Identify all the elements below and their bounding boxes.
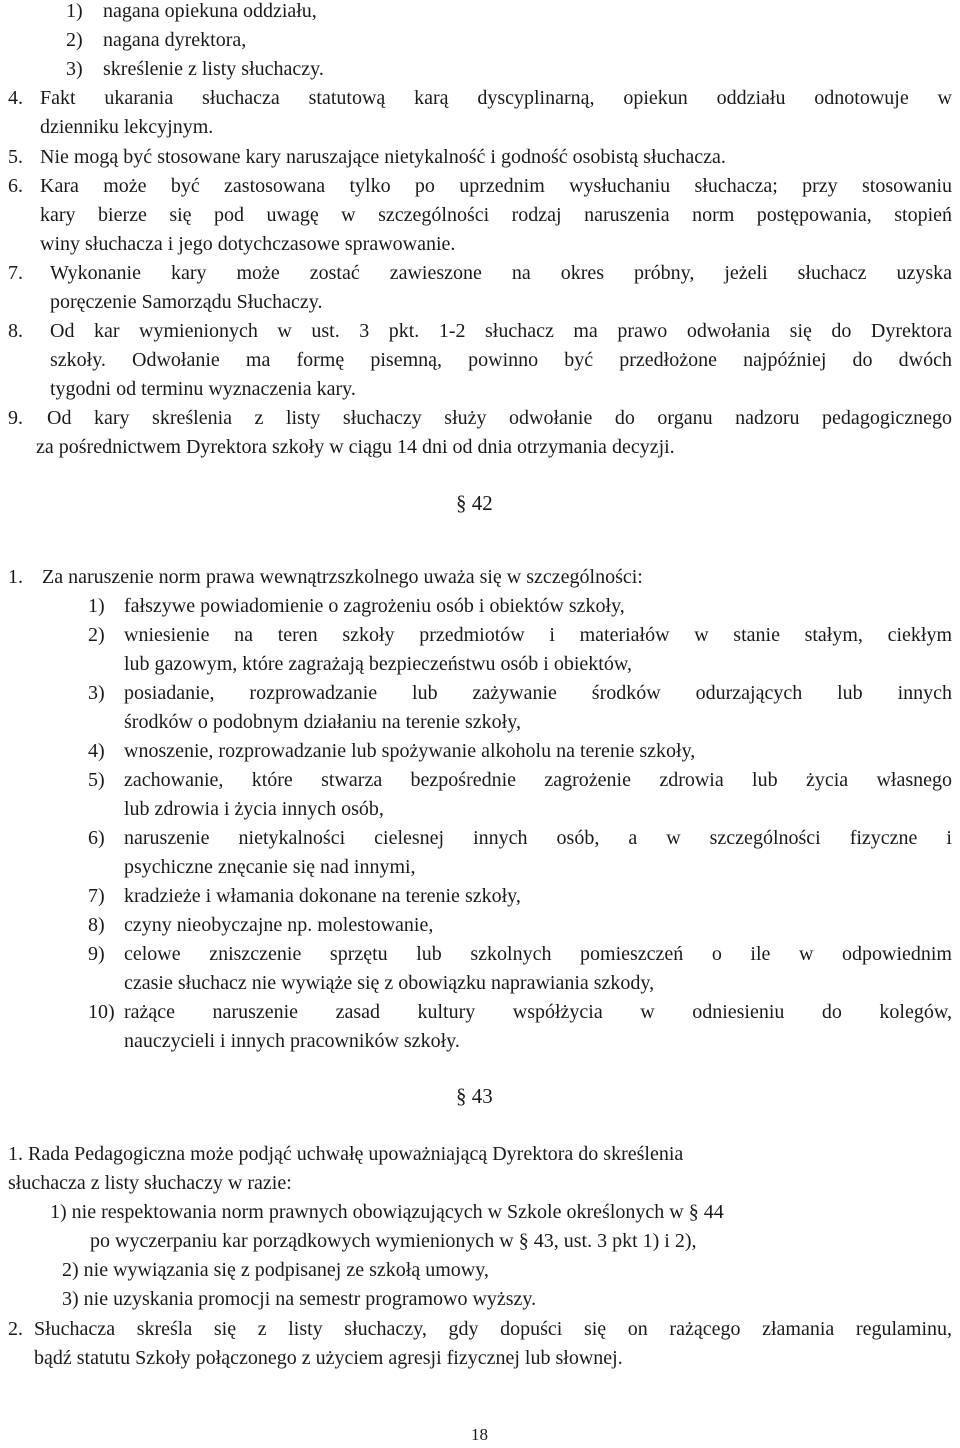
paragraph-line: kary bierze się pod uwagę w szczególności rodzaj naruszenia norm postępowania, stopień bbox=[40, 204, 952, 226]
list-item-text: celowe zniszczenie sprzętu lub szkolnych pomieszczeń o ile w odpowiednim bbox=[124, 943, 952, 965]
paragraph-line: Za naruszenie norm prawa wewnątrzszkolnego uważa się w szczególności: bbox=[42, 566, 643, 588]
paragraph-line: bądź statutu Szkoły połączonego z użyciem agresji fizycznej lub słownej. bbox=[34, 1347, 623, 1369]
list-item-text: 1) nie respektowania norm prawnych obowiązujących w Szkole określonych w § 44 bbox=[50, 1201, 724, 1223]
list-number: 5) bbox=[88, 769, 105, 791]
list-item-text: nagana opiekuna oddziału, bbox=[103, 0, 317, 22]
list-number: 10) bbox=[88, 1001, 115, 1023]
list-item-text: lub gazowym, które zagrażają bezpieczeństwu osób i obiektów, bbox=[124, 653, 632, 675]
list-item-text: naruszenie nietykalności cielesnej innych osób, a w szczególności fizyczne i bbox=[124, 827, 952, 849]
paragraph-line: winy słuchacza i jego dotychczasowe sprawowanie. bbox=[40, 233, 456, 255]
list-number: 3) bbox=[88, 682, 105, 704]
paragraph-line: dzienniku lekcyjnym. bbox=[40, 116, 214, 138]
list-number: 2) bbox=[66, 29, 83, 51]
list-item-text: zachowanie, które stwarza bezpośrednie zagrożenie zdrowia lub życia własnego bbox=[124, 769, 952, 791]
paragraph-line: Kara może być zastosowana tylko po uprzednim wysłuchaniu słuchacza; przy stosowaniu bbox=[40, 175, 952, 197]
list-number: 9) bbox=[88, 943, 105, 965]
list-item-text: wniesienie na teren szkoły przedmiotów i materiałów w stanie stałym, ciekłym bbox=[124, 624, 952, 646]
list-item-text: po wyczerpaniu kar porządkowych wymienionych w § 43, ust. 3 pkt 1) i 2), bbox=[90, 1230, 697, 1252]
list-number: 4) bbox=[88, 740, 105, 762]
section-heading: § 43 bbox=[456, 1084, 493, 1108]
list-number: 7) bbox=[88, 885, 105, 907]
list-item-text: psychiczne znęcanie się nad innymi, bbox=[124, 856, 416, 878]
list-item-text: czasie słuchacz nie wywiąże się z obowiązku naprawiania szkody, bbox=[124, 972, 655, 994]
paragraph-number: 6. bbox=[8, 175, 23, 197]
section-heading: § 42 bbox=[456, 491, 493, 515]
paragraph-line: Słuchacza skreśla się z listy słuchaczy, gdy dopuści się on rażącego złamania regulaminu, bbox=[34, 1318, 952, 1340]
list-item-text: fałszywe powiadomienie o zagrożeniu osób i obiektów szkoły, bbox=[124, 595, 625, 617]
list-item-text: nauczycieli i innych pracowników szkoły. bbox=[124, 1030, 460, 1052]
list-number: 3) bbox=[66, 58, 83, 80]
paragraph-line: Od kary skreślenia z listy słuchaczy służy odwołanie do organu nadzoru pedagogicznego bbox=[47, 407, 952, 429]
paragraph-line: Nie mogą być stosowane kary naruszające nietykalność i godność osobistą słuchacza. bbox=[40, 146, 726, 168]
paragraph-number: 1. bbox=[8, 566, 23, 588]
paragraph-line: Od kar wymienionych w ust. 3 pkt. 1-2 słuchacz ma prawo odwołania się do Dyrektora bbox=[50, 320, 952, 342]
list-item-text: rażące naruszenie zasad kultury współżycia w odniesieniu do kolegów, bbox=[124, 1001, 952, 1023]
paragraph-line: tygodni od terminu wyznaczenia kary. bbox=[50, 378, 356, 400]
paragraph-number: 9. bbox=[8, 407, 23, 429]
list-number: 6) bbox=[88, 827, 105, 849]
list-number: 8) bbox=[88, 914, 105, 936]
paragraph-number: 8. bbox=[8, 320, 23, 342]
paragraph-line: słuchacza z listy słuchaczy w razie: bbox=[8, 1172, 292, 1194]
paragraph-number: 4. bbox=[8, 87, 23, 109]
paragraph-line: Wykonanie kary może zostać zawieszone na okres próbny, jeżeli słuchacz uzyska bbox=[50, 262, 952, 284]
list-item-text: czyny nieobyczajne np. molestowanie, bbox=[124, 914, 434, 936]
list-item-text: wnoszenie, rozprowadzanie lub spożywanie alkoholu na terenie szkoły, bbox=[124, 740, 696, 762]
paragraph-line: poręczenie Samorządu Słuchaczy. bbox=[50, 291, 323, 313]
paragraph-line: za pośrednictwem Dyrektora szkoły w ciągu 14 dni od dnia otrzymania decyzji. bbox=[36, 436, 675, 458]
list-item-text: posiadanie, rozprowadzanie lub zażywanie środków odurzających lub innych bbox=[124, 682, 952, 704]
list-number: 1) bbox=[88, 595, 105, 617]
list-number: 1) bbox=[66, 0, 83, 22]
list-item-text: nagana dyrektora, bbox=[103, 29, 247, 51]
paragraph-line: Fakt ukarania słuchacza statutową karą dyscyplinarną, opiekun oddziału odnotowuje w bbox=[40, 87, 952, 109]
list-item-text: lub zdrowia i życia innych osób, bbox=[124, 798, 384, 820]
list-number: 2) bbox=[88, 624, 105, 646]
list-item-text: środków o podobnym działaniu na terenie szkoły, bbox=[124, 711, 521, 733]
list-item-text: kradzieże i włamania dokonane na terenie szkoły, bbox=[124, 885, 521, 907]
list-item-text: skreślenie z listy słuchaczy. bbox=[103, 58, 324, 80]
list-item-text: 3) nie uzyskania promocji na semestr programowo wyższy. bbox=[62, 1288, 537, 1310]
page-number: 18 bbox=[471, 1425, 488, 1444]
paragraph-number: 2. bbox=[8, 1318, 23, 1340]
paragraph-line: szkoły. Odwołanie ma formę pisemną, powinno być przedłożone najpóźniej do dwóch bbox=[50, 349, 952, 371]
paragraph-line: 1. Rada Pedagogiczna może podjąć uchwałę upoważniającą Dyrektora do skreślenia bbox=[8, 1143, 684, 1165]
list-item-text: 2) nie wywiązania się z podpisanej ze szkołą umowy, bbox=[62, 1259, 489, 1281]
paragraph-number: 7. bbox=[8, 262, 23, 284]
paragraph-number: 5. bbox=[8, 146, 23, 168]
